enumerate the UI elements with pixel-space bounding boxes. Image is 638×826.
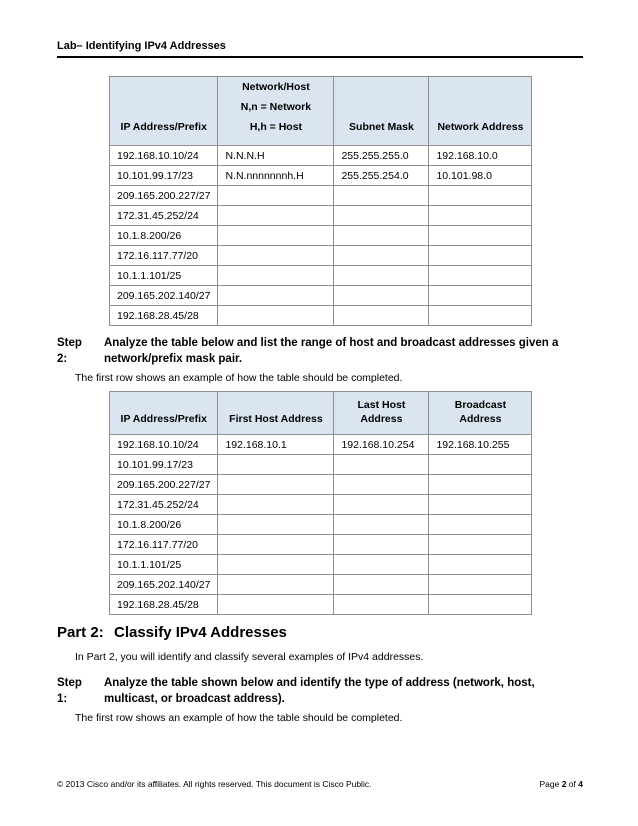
header-line: H,h = Host: [249, 121, 303, 133]
column-header: [218, 77, 334, 146]
table-row: [110, 495, 532, 515]
table-cell: 10.101.99.17/23: [110, 455, 218, 475]
column-header: IP Address/Prefix: [110, 392, 218, 435]
step-number: Step 1:: [57, 677, 82, 705]
table-cell: [334, 306, 429, 326]
table-cell: [334, 206, 429, 226]
table-cell: [429, 266, 532, 286]
table-cell: [429, 455, 532, 475]
table-cell: 172.31.45.252/24: [110, 206, 218, 226]
header-line: Last Host: [357, 399, 406, 411]
table-row: [110, 266, 532, 286]
table-cell: [429, 286, 532, 306]
column-header: [429, 392, 532, 435]
page-label: Page: [539, 779, 560, 789]
table-cell: 172.16.117.77/20: [110, 246, 218, 266]
table-cell: [334, 186, 429, 206]
table-cell: N.N.N.H: [218, 146, 334, 166]
table-cell: [429, 246, 532, 266]
host-range-table: [109, 391, 532, 615]
table-cell: [334, 495, 429, 515]
table-cell: [218, 246, 334, 266]
column-header: Network Address: [429, 77, 532, 146]
table-row: [110, 286, 532, 306]
part-2-intro: In Part 2, you will identify and classify several examples of IPv4 addresses.: [75, 651, 424, 663]
page-total: 4: [578, 779, 583, 789]
table-cell: [218, 186, 334, 206]
part-number: Part 2:: [57, 624, 104, 641]
network-host-table: [109, 76, 532, 326]
header-line: Network/Host: [242, 81, 310, 93]
table-row: [110, 535, 532, 555]
column-header: IP Address/Prefix: [110, 77, 218, 146]
table-cell: [429, 535, 532, 555]
table-cell: 209.165.200.227/27: [110, 186, 218, 206]
table-cell: [429, 206, 532, 226]
table-cell: 10.1.1.101/25: [110, 266, 218, 286]
table-cell: [334, 246, 429, 266]
table-row: [110, 166, 532, 186]
table-cell: [218, 306, 334, 326]
table-cell: [218, 515, 334, 535]
table-cell: [218, 286, 334, 306]
table-cell: 192.168.28.45/28: [110, 306, 218, 326]
table-cell: [429, 495, 532, 515]
table-row: [110, 146, 532, 166]
table-cell: 255.255.255.0: [334, 146, 429, 166]
page-of: of: [568, 779, 576, 789]
step-number: Step 2:: [57, 337, 82, 365]
table-cell: [429, 475, 532, 495]
table-cell: [334, 266, 429, 286]
table-cell: [218, 495, 334, 515]
table-cell: [334, 475, 429, 495]
table-row: [110, 475, 532, 495]
page-current: 2: [561, 779, 567, 789]
table-row: [110, 595, 532, 615]
table-row: [110, 306, 532, 326]
table-cell: [218, 475, 334, 495]
table-cell: 10.101.99.17/23: [110, 166, 218, 186]
table-header-row: [110, 77, 532, 146]
table-cell: [429, 306, 532, 326]
footer-page-number: [522, 779, 583, 789]
table-cell: [218, 206, 334, 226]
table-row: [110, 206, 532, 226]
header-line: Address: [459, 413, 502, 425]
table-row: [110, 226, 532, 246]
table-cell: [429, 226, 532, 246]
table-cell: 209.165.202.140/27: [110, 286, 218, 306]
table-cell: 192.168.10.1: [218, 435, 334, 455]
header-divider: [57, 56, 583, 58]
table-cell: [218, 555, 334, 575]
table-cell: 192.168.28.45/28: [110, 595, 218, 615]
table-cell: [334, 455, 429, 475]
table-cell: 192.168.10.0: [429, 146, 532, 166]
table-cell: 10.1.8.200/26: [110, 515, 218, 535]
table-row: [110, 435, 532, 455]
table-cell: N.N.nnnnnnnh.H: [218, 166, 334, 186]
table-cell: [334, 575, 429, 595]
table-cell: [334, 535, 429, 555]
header-line: Broadcast: [454, 399, 507, 411]
table-cell: 255.255.254.0: [334, 166, 429, 186]
step-1-note: The first row shows an example of how the table should be completed.: [75, 712, 403, 724]
table-cell: [429, 595, 532, 615]
footer-copyright: © 2013 Cisco and/or its affiliates. All rights reserved. This document is Cisco Public.: [57, 779, 372, 789]
table-cell: 172.31.45.252/24: [110, 495, 218, 515]
column-header: [334, 392, 429, 435]
table-cell: [334, 515, 429, 535]
table-cell: 10.1.1.101/25: [110, 555, 218, 575]
table-header-row: [110, 392, 532, 435]
step-text: Analyze the table below and list the range of host and broadcast addresses given a network/prefix mask pair.: [104, 337, 559, 365]
table-cell: [429, 515, 532, 535]
column-header: Subnet Mask: [334, 77, 429, 146]
table-cell: [334, 286, 429, 306]
table-cell: [429, 186, 532, 206]
table-row: [110, 455, 532, 475]
table-row: [110, 186, 532, 206]
table-cell: 209.165.200.227/27: [110, 475, 218, 495]
header-line: N,n = Network: [240, 101, 312, 113]
table-cell: [218, 575, 334, 595]
table-cell: 192.168.10.10/24: [110, 146, 218, 166]
table-cell: [334, 595, 429, 615]
table-row: [110, 555, 532, 575]
table-row: [110, 575, 532, 595]
table-cell: 192.168.10.254: [334, 435, 429, 455]
table-cell: [218, 226, 334, 246]
table-cell: [218, 535, 334, 555]
table-cell: [334, 226, 429, 246]
table-cell: [218, 595, 334, 615]
step-text: Analyze the table shown below and identify the type of address (network, host, multicast, or broadcast address).: [104, 677, 535, 705]
table-cell: 209.165.202.140/27: [110, 575, 218, 595]
table-cell: [334, 555, 429, 575]
part-title: Classify IPv4 Addresses: [114, 624, 287, 641]
table-cell: [429, 555, 532, 575]
table-row: [110, 515, 532, 535]
table-cell: [218, 455, 334, 475]
table-cell: [429, 575, 532, 595]
step-2-note: The first row shows an example of how the table should be completed.: [75, 372, 403, 384]
table-cell: [218, 266, 334, 286]
part-2-heading: [57, 624, 287, 641]
document-header-title: Lab– Identifying IPv4 Addresses: [57, 40, 226, 52]
table-cell: 192.168.10.10/24: [110, 435, 218, 455]
column-header: First Host Address: [218, 392, 334, 435]
table-cell: 192.168.10.255: [429, 435, 532, 455]
table-cell: 172.16.117.77/20: [110, 535, 218, 555]
header-line: Address: [360, 413, 403, 425]
table-cell: 10.101.98.0: [429, 166, 532, 186]
table-row: [110, 246, 532, 266]
table-cell: 10.1.8.200/26: [110, 226, 218, 246]
